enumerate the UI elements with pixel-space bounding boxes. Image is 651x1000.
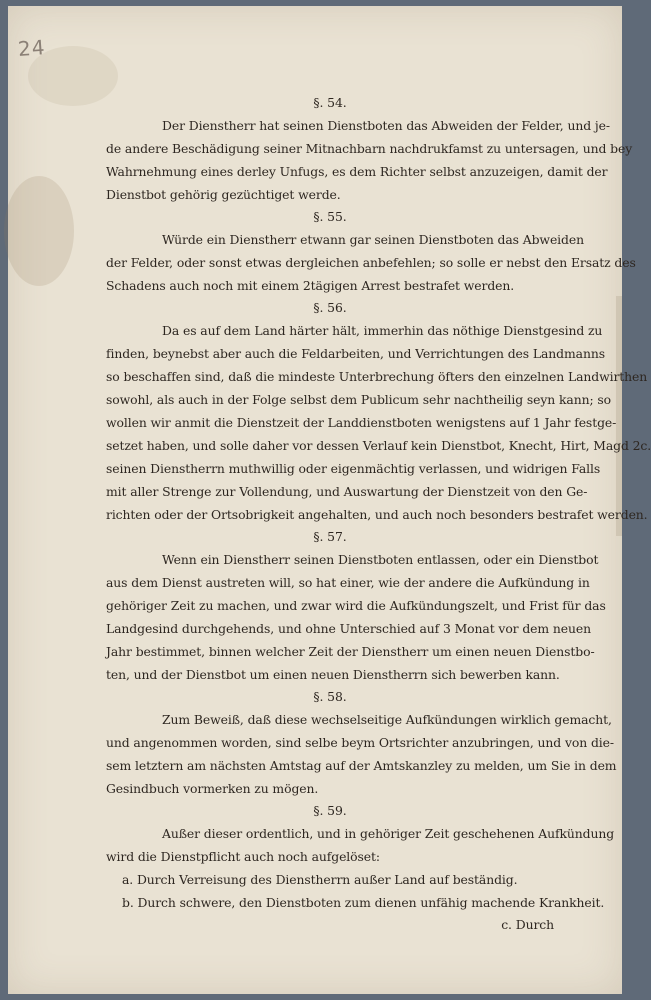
document-page [8, 6, 651, 994]
text-line: und angenommen worden, sind selbe beym Ortsrichter anzubringen, und von die- [106, 735, 614, 750]
text-line: setzet haben, und solle daher vor dessen Verlauf kein Dienstbot, Knecht, Hirt, Magd 2c. [106, 438, 651, 453]
text-line: Landgesind durchgehends, und ohne Unterschied auf 3 Monat vor dem neuen [106, 621, 591, 636]
text-line: so beschaffen sind, daß die mindeste Unterbrechung öfters den einzelnen Landwirthen [106, 369, 648, 384]
text-line: wollen wir anmit die Dienstzeit der Landdienstboten wenigstens auf 1 Jahr festge- [106, 415, 617, 430]
text-line: Jahr bestimmet, binnen welcher Zeit der Dienstherr um einen neuen Dienstbo- [106, 644, 595, 659]
text-line: Wahrnehmung eines derley Unfugs, es dem Richter selbst anzuzeigen, damit der [106, 164, 608, 179]
text-line: Da es auf dem Land härter hält, immerhin das nöthige Dienstgesind zu [162, 323, 603, 338]
section-heading: §. 58. [313, 689, 347, 704]
text-line: mit aller Strenge zur Vollendung, und Auswartung der Dienstzeit von den Ge- [106, 484, 588, 499]
text-line: Zum Beweiß, daß diese wechselseitige Aufkündungen wirklich gemacht, [162, 712, 612, 727]
page-number: 24 [17, 35, 47, 61]
text-line: Schadens auch noch mit einem 2tägigen Arrest bestrafet werden. [106, 278, 515, 293]
text-line: seinen Dienstherrn muthwillig oder eigenmächtig verlassen, und widrigen Falls [106, 461, 601, 476]
text-line: Außer dieser ordentlich, und in gehöriger Zeit geschehenen Aufkündung [162, 826, 615, 841]
section-heading: §. 54. [313, 95, 347, 110]
text-line: Dienstbot gehörig gezüchtiget werde. [106, 187, 341, 202]
text-line: richten oder der Ortsobrigkeit angehalten, und auch noch besonders bestrafet werden. [106, 507, 648, 522]
text-line: der Felder, oder sonst etwas dergleichen anbefehlen; so solle er nebst den Ersatz des [106, 255, 636, 270]
text-line: finden, beynebst aber auch die Feldarbeiten, und Verrichtungen des Landmanns [106, 346, 605, 361]
text-line: wird die Dienstpflicht auch noch aufgelöset: [106, 849, 380, 864]
section-heading: §. 57. [313, 529, 347, 544]
text-line: Der Dienstherr hat seinen Dienstboten das Abweiden der Felder, und je- [162, 118, 610, 133]
text-line: de andere Beschädigung seiner Mitnachbarn nachdrukfamst zu untersagen, und bey [106, 141, 633, 156]
section-heading: §. 56. [313, 300, 347, 315]
text-line: Würde ein Dienstherr etwann gar seinen Dienstboten das Abweiden [162, 232, 584, 247]
text-line: ten, und der Dienstbot um einen neuen Dienstherrn sich bewerben kann. [106, 667, 560, 682]
text-line: gehöriger Zeit zu machen, und zwar wird die Aufkündungszelt, und Frist für das [106, 598, 606, 613]
paper-stain [4, 176, 74, 286]
text-line: Gesindbuch vormerken zu mögen. [106, 781, 319, 796]
section-heading: §. 59. [313, 803, 347, 818]
section-heading: §. 55. [313, 209, 347, 224]
document-text [106, 92, 651, 936]
list-item: a. Durch Verreisung des Dienstherrn außer Land auf beständig. [122, 872, 518, 887]
text-line: aus dem Dienst austreten will, so hat einer, wie der andere die Aufkündung in [106, 575, 590, 590]
catchword: c. Durch [501, 917, 554, 932]
text-line: Wenn ein Dienstherr seinen Dienstboten entlassen, oder ein Dienstbot [162, 552, 599, 567]
text-line: sowohl, als auch in der Folge selbst dem Publicum sehr nachtheilig seyn kann; so [106, 392, 611, 407]
paper-edge-shadow [616, 296, 622, 536]
list-item: b. Durch schwere, den Dienstboten zum dienen unfähig machende Krankheit. [122, 895, 605, 910]
text-line: sem letztern am nächsten Amtstag auf der Amtskanzley zu melden, um Sie in dem [106, 758, 617, 773]
